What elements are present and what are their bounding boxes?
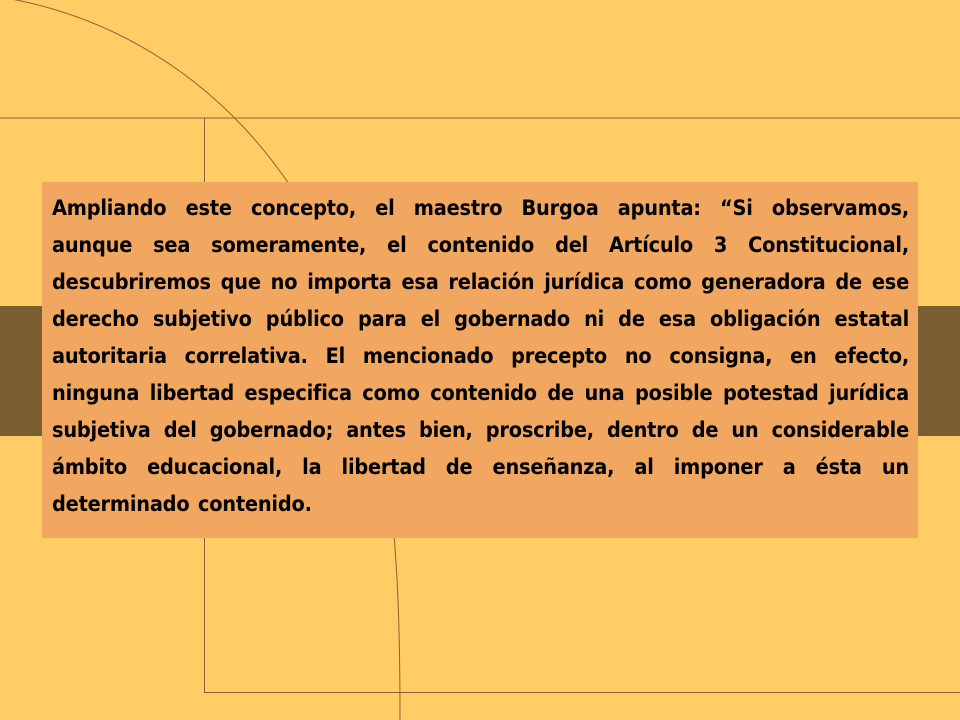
quote-paragraph: Ampliando este concepto, el maestro Burgoa apunta: “Si observamos, aunque sea someramente, el contenido del Artículo 3 Constitucional, descubriremos que no importa esa relación jurídica como generadora de ese derecho subjetivo público para el gobernado ni de esa obligación estatal autoritaria correlativa. El mencionado precepto no consigna, en efecto, ninguna libertad especifica como contenido de una posible potestad jurídica subjetiva del gobernado; antes bien, proscribe, dentro de un considerable ámbito educacional, la libertad de enseñanza, al imponer a ésta un determinado contenido. (52, 196, 909, 517)
